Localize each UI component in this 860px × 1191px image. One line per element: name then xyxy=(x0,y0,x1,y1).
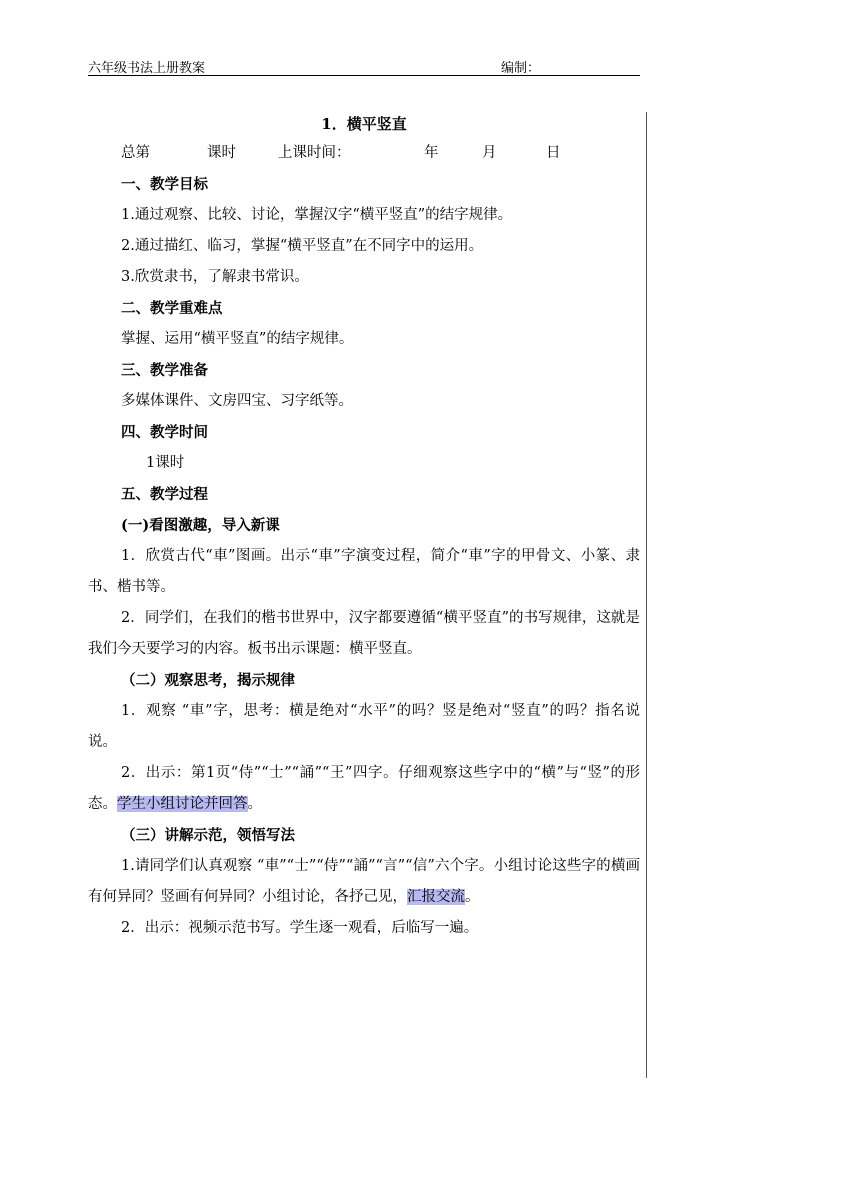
objective-item: 3.欣赏隶书，了解隶书常识。 xyxy=(121,269,309,285)
lesson-meta xyxy=(88,138,640,169)
paragraph: 1．观察 “車”字，思考：横是绝对“水平”的吗？竖是绝对“竖直”的吗？指名说说。 xyxy=(88,703,640,750)
section-heading: 二、教学重难点 xyxy=(121,300,223,317)
paragraph: 2．出示：视频示范书写。学生逐一观看，后临写一遍。 xyxy=(121,920,479,936)
meta-time: 上课时间： xyxy=(278,145,351,161)
header-author-label: 编制： xyxy=(501,61,541,76)
subsection-heading: （三）讲解示范，领悟写法 xyxy=(121,827,295,844)
paragraph-end: 。 xyxy=(465,889,480,905)
objective-item: 2.通过描红、临习，掌握“横平竖直”在不同字中的运用。 xyxy=(121,238,484,254)
meta-month: 月 xyxy=(482,145,497,161)
subsection-heading: （二）观察思考，揭示规律 xyxy=(121,672,295,689)
paragraph-text: 1.请同学们认真观察 “車”“士”“侍”“誦”“言”“信”六个字。小组讨论这些字的横画有何异同？竖画有何异同？小组讨论，各抒己见， xyxy=(88,858,640,905)
paragraph: 1．欣赏古代“車”图画。出示“車”字演变过程，简介“車”字的甲骨文、小篆、隶书、楷书等。 xyxy=(88,548,640,595)
meta-total: 总第 xyxy=(121,145,150,161)
margin-rule xyxy=(646,112,647,1078)
paragraph-text: 2．出示：第1页“侍”“士”“誦”“王”四字。仔细观察这些字中的“横”与“竖”的形态。 xyxy=(88,765,640,812)
section-text: 1课时 xyxy=(146,455,185,471)
section-heading: 四、教学时间 xyxy=(121,424,208,441)
meta-year: 年 xyxy=(424,145,439,161)
meta-day: 日 xyxy=(546,145,561,161)
paragraph xyxy=(88,758,640,820)
highlighted-text: 学生小组讨论并回答 xyxy=(117,796,248,812)
section-text: 掌握、运用“横平竖直”的结字规律。 xyxy=(121,331,354,347)
lesson-title: 1．横平竖直 xyxy=(321,115,407,133)
section-heading: 三、教学准备 xyxy=(121,362,208,379)
meta-lesson: 课时 xyxy=(207,145,236,161)
section-text: 多媒体课件、文房四宝、习字纸等。 xyxy=(121,393,353,409)
paragraph: 2．同学们，在我们的楷书世界中，汉字都要遵循“横平竖直”的书写规律，这就是我们今天要学习的内容。板书出示课题：横平竖直。 xyxy=(88,610,640,657)
paragraph xyxy=(88,851,640,913)
document-body xyxy=(88,110,640,944)
section-heading: 一、教学目标 xyxy=(121,176,208,193)
header-doc-title: 六年级书法上册教案 xyxy=(88,61,206,76)
section-heading: 五、教学过程 xyxy=(121,486,208,503)
highlighted-text: 汇报交流 xyxy=(407,889,465,905)
page-header xyxy=(88,55,640,76)
paragraph-end: 。 xyxy=(247,796,262,812)
subsection-heading: (一)看图激趣，导入新课 xyxy=(121,517,280,534)
objective-item: 1.通过观察、比较、讨论，掌握汉字“横平竖直”的结字规律。 xyxy=(121,207,513,223)
